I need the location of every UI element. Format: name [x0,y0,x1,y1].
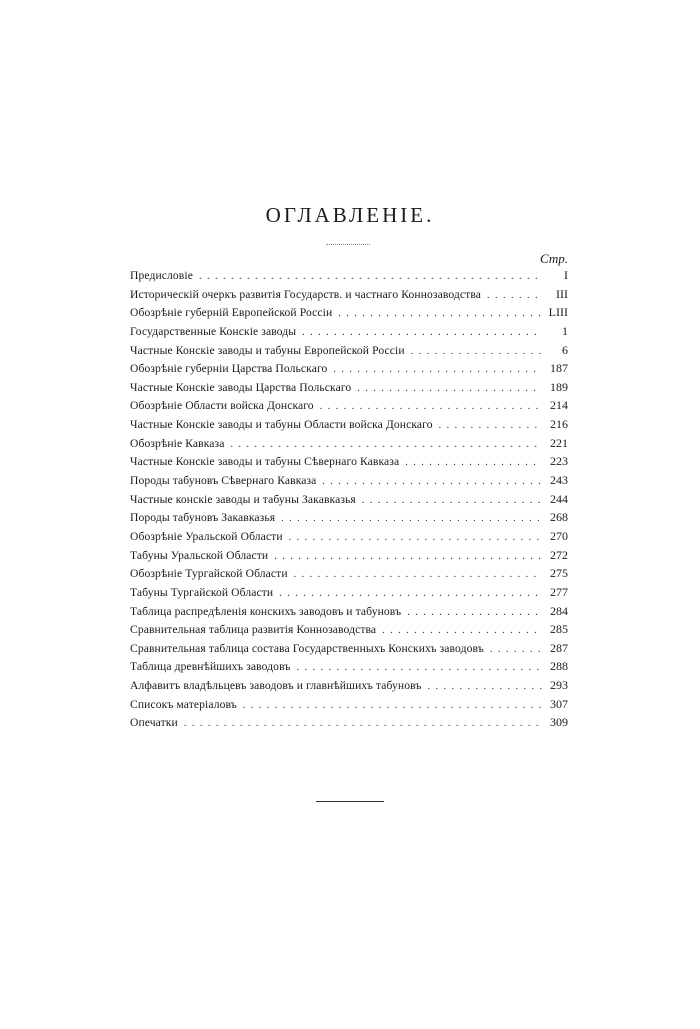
toc-entry-title: Предисловіе [130,269,193,282]
toc-entry-page-number: 270 [550,528,568,543]
toc-entry[interactable] [130,378,568,397]
toc-entry[interactable] [130,415,568,434]
dot-leader [490,641,542,660]
dot-leader [243,697,542,716]
toc-entry[interactable] [130,527,568,546]
dot-leader [199,268,542,287]
toc-entry-title: Породы табуновъ Сѣвернаго Кавказа [130,474,317,488]
toc-entry-page-number: 244 [550,491,568,506]
toc-entry[interactable] [130,676,568,695]
toc-entry-title: Таблица распредѣленія конскихъ заводовъ и табуновъ [130,604,402,618]
toc-entry[interactable] [130,471,568,490]
toc-entry-page-number: 187 [550,361,568,376]
toc-entry[interactable] [130,546,568,565]
toc-entry[interactable] [130,639,568,658]
toc-entry-title: Обозрѣніе губерніи Царства Польскаго [130,362,328,376]
toc-entry[interactable] [130,508,568,527]
dot-leader [362,492,542,511]
toc-entry-page-number: 216 [550,417,568,432]
toc-entry-title: Частные конскіе заводы и табуны Закавказья [130,492,356,506]
toc-entry-page-number: 275 [550,566,568,581]
dot-leader [294,566,542,585]
toc-entry-title: Породы табуновъ Закавказья [130,511,276,525]
dot-leader [405,454,542,473]
toc-entry-page-number: 214 [550,398,568,413]
toc-entry-page-number: 284 [550,603,568,618]
toc-entry-page-number: I [564,268,568,282]
dot-leader [439,417,542,436]
dot-leader [289,529,542,548]
page-column-label: Стр. [540,251,568,266]
toc-entry[interactable] [130,322,568,341]
toc-entry-title: Алфавитъ владѣльцевъ заводовъ и главнѣйшихъ табуновъ [130,679,422,693]
toc-entry-title: Обозрѣніе Уральской Области [130,529,283,543]
dot-leader [281,510,542,529]
dot-leader [296,659,542,678]
dot-leader [487,287,542,306]
toc-entry-page-number: 223 [550,454,568,469]
dot-leader [338,305,542,324]
toc-entry-title: Табуны Тургайской Области [130,585,274,599]
toc-entry-page-number: LIII [548,305,568,320]
toc-entry-title: Государственные Конскіе заводы [130,324,297,338]
page-title: ОГЛАВЛЕНІЕ. [265,203,435,227]
toc-entry-title: Таблица древнѣйшихъ заводовъ [130,660,291,674]
toc-entry-title: Обозрѣніе губерній Европейской Россіи [130,306,333,320]
toc-entry-title: Сравнительная таблица развитія Коннозаводства [130,623,377,637]
closing-rule [316,801,384,802]
dot-leader [279,585,542,604]
dot-leader [411,343,542,362]
dot-leader [333,361,542,380]
toc-entry-title: Списокъ матеріаловъ [130,697,237,711]
toc-entry-title: Частные Конскіе заводы Царства Польскаго [130,380,352,394]
toc-entry[interactable] [130,341,568,360]
title-ornament [326,244,370,245]
toc-entry-page-number: 1 [562,323,568,338]
toc-entry[interactable] [130,620,568,639]
toc-entry-title: Сравнительная таблица состава Государственныхъ Конскихъ заводовъ [130,641,484,655]
toc-entry[interactable] [130,396,568,415]
toc-entry-title: Обозрѣніе Кавказа [130,436,225,450]
toc-entry-title: Обозрѣніе Тургайской Области [130,567,288,581]
dot-leader [407,604,542,623]
toc-entry-page-number: 287 [550,640,568,655]
toc-entry-page-number: 293 [550,678,568,693]
toc-entry[interactable] [130,452,568,471]
table-of-contents [130,266,568,732]
toc-entry[interactable] [130,303,568,322]
toc-entry[interactable] [130,713,568,732]
toc-entry-title: Частные Конскіе заводы и табуны Области войска Донскаго [130,418,433,432]
dot-leader [357,380,542,399]
toc-entry-page-number: 285 [550,622,568,637]
toc-entry-page-number: 277 [550,584,568,599]
dot-leader [274,548,542,567]
toc-entry-title: Частные Конскіе заводы и табуны Европейской Россіи [130,343,405,357]
toc-entry-page-number: 272 [550,547,568,562]
toc-entry[interactable] [130,602,568,621]
toc-entry[interactable] [130,490,568,509]
toc-entry-title: Частные Конскіе заводы и табуны Сѣвернаго Кавказа [130,455,400,469]
dot-leader [320,398,542,417]
toc-entry[interactable] [130,434,568,453]
dot-leader [230,436,542,455]
dot-leader [322,473,542,492]
toc-entry-page-number: 6 [562,342,568,357]
toc-entry[interactable] [130,583,568,602]
dot-leader [302,324,542,343]
toc-entry[interactable] [130,359,568,378]
toc-entry-title: Табуны Уральской Области [130,548,269,562]
toc-entry[interactable] [130,266,568,285]
toc-entry-page-number: 288 [550,659,568,674]
toc-entry[interactable] [130,657,568,676]
toc-entry-page-number: 268 [550,510,568,525]
dot-leader [382,622,542,641]
toc-entry-page-number: 243 [550,473,568,488]
toc-entry-page-number: 309 [550,715,568,730]
dot-leader [184,715,542,734]
toc-entry[interactable] [130,564,568,583]
dot-leader [428,678,542,697]
toc-entry-page-number: III [556,286,568,301]
toc-entry-page-number: 307 [550,696,568,711]
toc-entry-page-number: 221 [550,435,568,450]
toc-entry-title: Опечатки [130,716,178,730]
toc-entry-page-number: 189 [550,379,568,394]
toc-entry[interactable] [130,695,568,714]
toc-entry[interactable] [130,285,568,304]
toc-entry-title: Историческій очеркъ развитія Государств. и частнаго Коннозаводства [130,287,481,301]
toc-entry-title: Обозрѣніе Области войска Донскаго [130,399,314,413]
